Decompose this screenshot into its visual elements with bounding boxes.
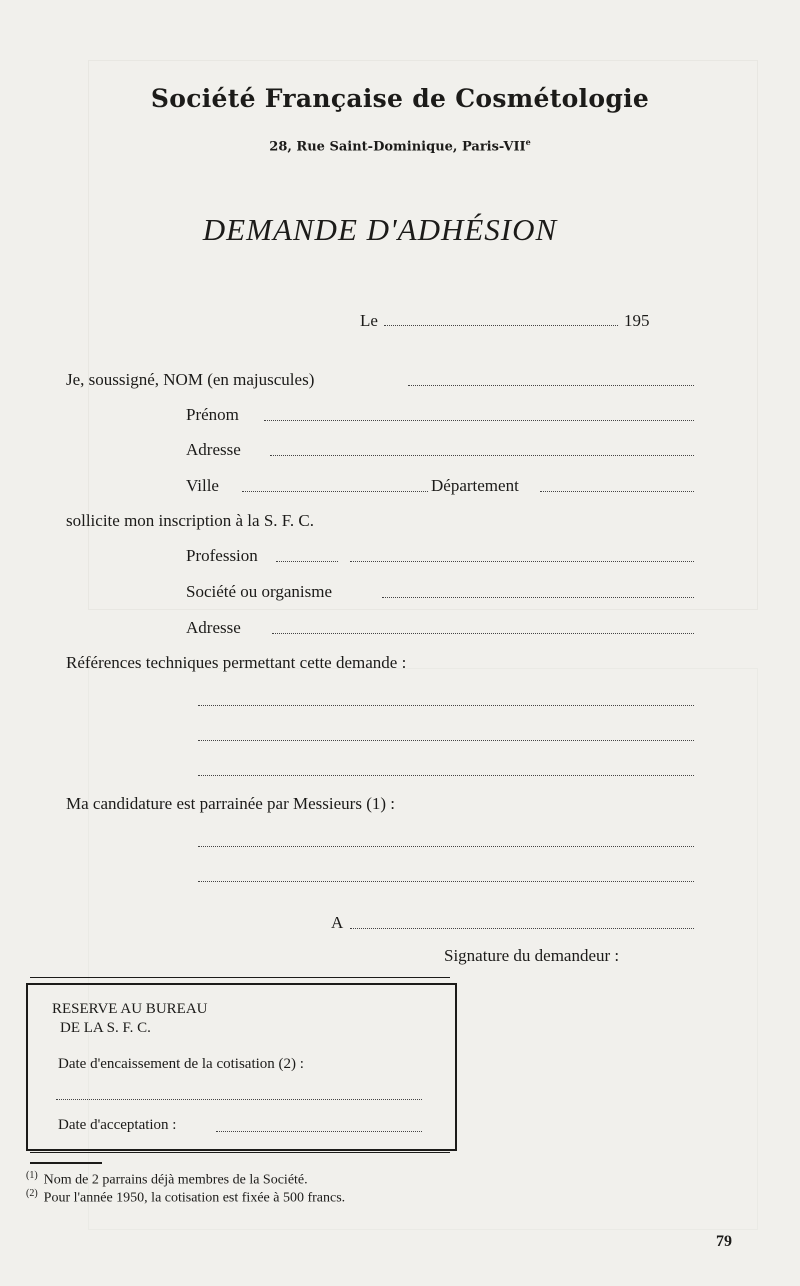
office-line2: DE LA S. F. C. [60, 1020, 151, 1036]
parrainage-label: Ma candidature est parrainée par Messieurs (1) : [66, 794, 396, 813]
adresse2-label: Adresse [186, 618, 241, 637]
place-label: A [331, 913, 344, 932]
footnote-2: $^{(2)}$ Pour l'année 1950, la cotisation est fixée à 500 francs. [26, 1188, 346, 1206]
intro-name-label: Je, soussigné, NOM (en majuscules) [66, 370, 315, 389]
box-rule-top [30, 977, 450, 978]
office-line1: RESERVE AU BUREAU [52, 1001, 208, 1017]
adresse2-field[interactable] [272, 633, 694, 634]
societe-field[interactable] [382, 597, 694, 598]
date-field[interactable] [384, 325, 618, 326]
prenom-label: Prénom [186, 405, 239, 424]
footnote-1: $^{(1)}$ Nom de 2 parrains déjà membres de la Société. [26, 1170, 308, 1188]
references-field-3[interactable] [198, 775, 694, 776]
sollicite-text: sollicite mon inscription à la S. F. C. [66, 511, 314, 530]
box-rule-bottom [30, 1152, 450, 1153]
profession-label: Profession [186, 546, 258, 565]
acceptation-field[interactable] [216, 1131, 422, 1132]
footnote-rule [30, 1162, 102, 1164]
adresse-label: Adresse [186, 440, 241, 459]
name-field[interactable] [408, 385, 694, 386]
society-address: 28, Rue Saint-Dominique, Paris-VIIe [269, 137, 531, 155]
prenom-field[interactable] [264, 420, 694, 421]
parrain-field-2[interactable] [198, 881, 694, 882]
ville-field[interactable] [242, 491, 428, 492]
profession-field-a[interactable] [276, 561, 338, 562]
office-use-box [26, 983, 457, 1151]
adresse-field[interactable] [270, 455, 694, 456]
references-field-2[interactable] [198, 740, 694, 741]
date-label: Le [360, 311, 378, 330]
society-title: Société Française de Cosmétologie [150, 84, 650, 113]
page-number: 79 [716, 1233, 732, 1250]
references-label: Références techniques permettant cette demande : [66, 653, 407, 672]
societe-label: Société ou organisme [186, 582, 333, 601]
ville-label: Ville [186, 476, 219, 495]
place-field[interactable] [350, 928, 694, 929]
references-field-1[interactable] [198, 705, 694, 706]
departement-label: Département [431, 476, 519, 495]
profession-field-b[interactable] [350, 561, 694, 562]
parrain-field-1[interactable] [198, 846, 694, 847]
signature-label: Signature du demandeur : [444, 946, 620, 965]
date-year: 195 [624, 311, 650, 330]
acceptation-label: Date d'acceptation : [58, 1117, 177, 1133]
departement-field[interactable] [540, 491, 694, 492]
encaissement-field[interactable] [56, 1099, 422, 1100]
encaissement-label: Date d'encaissement de la cotisation (2) : [58, 1056, 304, 1072]
form-heading: DEMANDE D'ADHÉSION [202, 212, 558, 247]
